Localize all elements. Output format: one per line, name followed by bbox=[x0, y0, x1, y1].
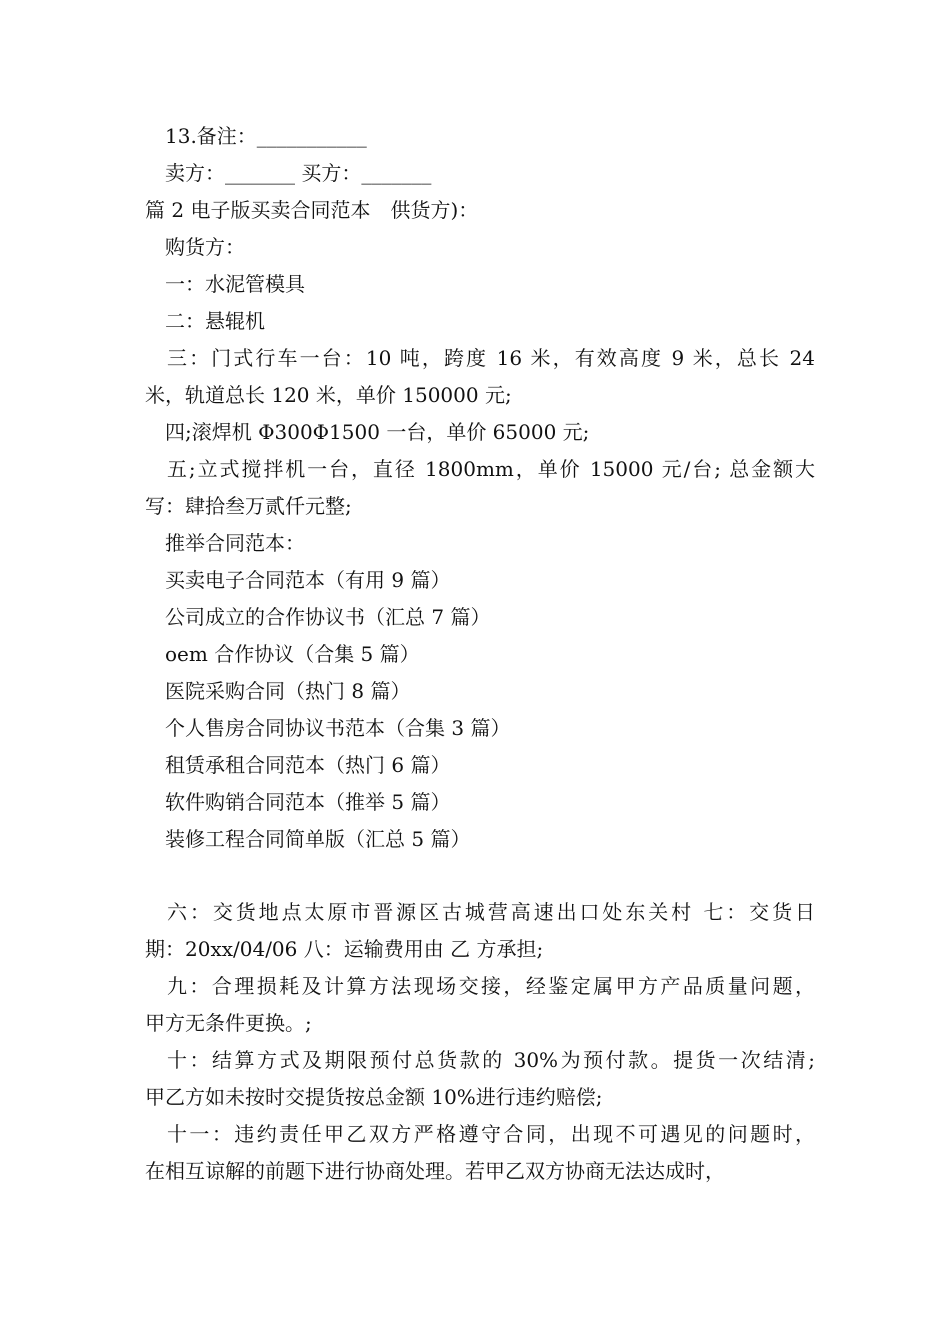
item-9-line-1: 九：合理损耗及计算方法现场交接，经鉴定属甲方产品质量问题， bbox=[167, 974, 815, 998]
recommend-link-3[interactable]: oem 合作协议（合集 5 篇） bbox=[165, 642, 420, 666]
remarks-line: 13.备注：___________ bbox=[165, 124, 367, 148]
item-5-line-1: 五;立式搅拌机一台，直径 1800mm，单价 15000 元/台; 总金额大 bbox=[167, 457, 815, 481]
item-2: 二：悬辊机 bbox=[165, 309, 265, 333]
item-9-line-2: 甲方无条件更换。; bbox=[145, 1011, 312, 1035]
item-11-line-1: 十一：违约责任甲乙双方严格遵守合同，出现不可遇见的问题时， bbox=[167, 1122, 815, 1146]
recommend-link-8[interactable]: 装修工程合同简单版（汇总 5 篇） bbox=[165, 827, 471, 851]
recommend-link-5[interactable]: 个人售房合同协议书范本（合集 3 篇） bbox=[165, 716, 511, 740]
item-3-line-2: 米，轨道总长 120 米，单价 150000 元; bbox=[145, 383, 512, 407]
recommend-link-7[interactable]: 软件购销合同范本（推举 5 篇） bbox=[165, 790, 451, 814]
item-3-line-1: 三：门式行车一台：10 吨，跨度 16 米，有效高度 9 米，总长 24 bbox=[167, 346, 815, 370]
recommend-heading: 推举合同范本： bbox=[165, 531, 305, 555]
item-10-line-2: 甲乙方如未按时交提货按总金额 10%进行违约赔偿; bbox=[145, 1085, 603, 1109]
item-6-line-2: 期：20xx/04/06 八：运输费用由 乙 方承担; bbox=[145, 937, 544, 961]
recommend-link-2[interactable]: 公司成立的合作协议书（汇总 7 篇） bbox=[165, 605, 491, 629]
item-5-line-2: 写：肆拾叁万贰仟元整; bbox=[145, 494, 352, 518]
section-heading: 篇 2 电子版买卖合同范本 供货方)： bbox=[145, 198, 479, 222]
item-1: 一：水泥管模具 bbox=[165, 272, 305, 296]
item-4: 四;滚焊机 Φ300Φ1500 一台，单价 65000 元; bbox=[165, 420, 590, 444]
seller-buyer-line: 卖方：_______ 买方：_______ bbox=[165, 161, 432, 185]
item-6-line-1: 六：交货地点太原市晋源区古城营高速出口处东关村 七：交货日 bbox=[167, 900, 815, 924]
recommend-link-4[interactable]: 医院采购合同（热门 8 篇） bbox=[165, 679, 411, 703]
blank-spacer bbox=[145, 858, 815, 894]
recommend-link-6[interactable]: 租赁承租合同范本（热门 6 篇） bbox=[165, 753, 451, 777]
item-11-line-2: 在相互谅解的前题下进行协商处理。若甲乙双方协商无法达成时， bbox=[145, 1159, 725, 1183]
recommend-link-1[interactable]: 买卖电子合同范本（有用 9 篇） bbox=[165, 568, 451, 592]
item-10-line-1: 十：结算方式及期限预付总货款的 30%为预付款。提货一次结清; bbox=[167, 1048, 815, 1072]
purchaser-line: 购货方： bbox=[165, 235, 245, 259]
document-page bbox=[145, 118, 815, 1190]
